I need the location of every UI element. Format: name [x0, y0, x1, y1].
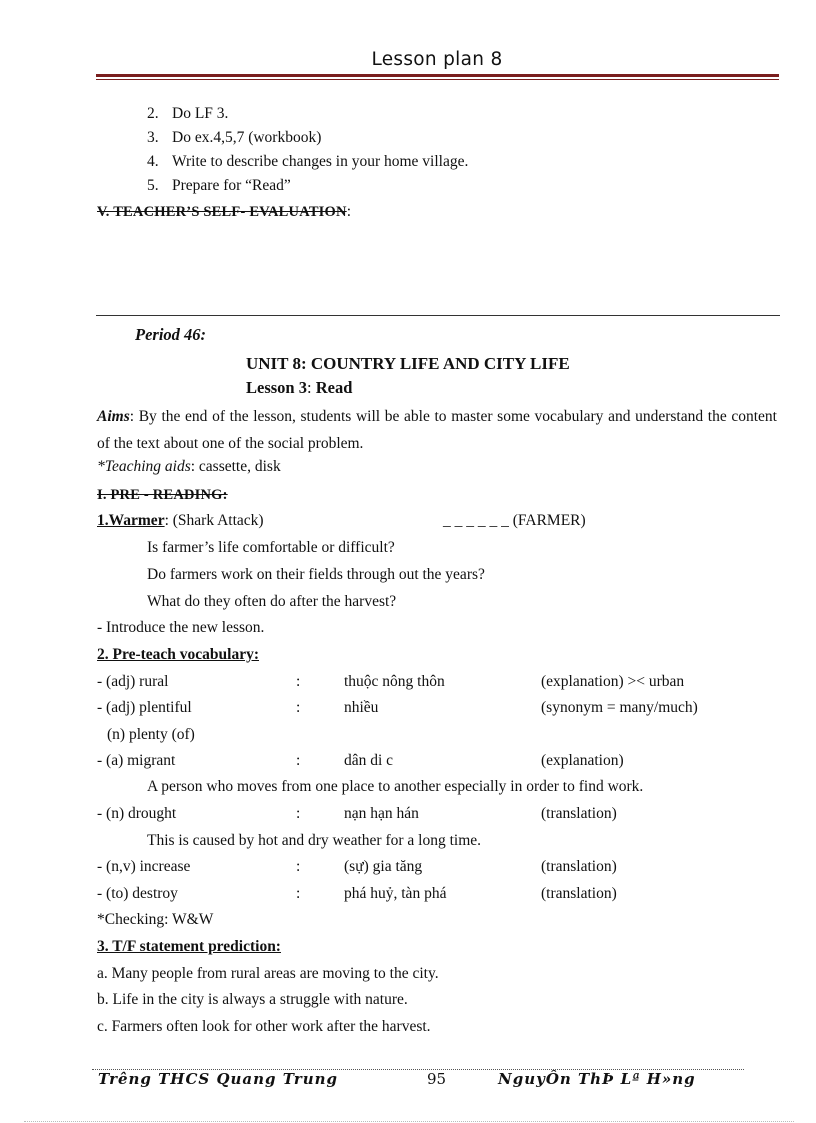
vocab-method: (translation) — [541, 858, 617, 875]
homework-number: 3. — [147, 129, 159, 146]
header-rule-thin — [96, 79, 779, 80]
section-separator — [96, 315, 780, 316]
footer-page-number: 95 — [427, 1070, 447, 1088]
warmer-question: What do they often do after the harvest? — [147, 593, 397, 610]
warmer-puzzle — [443, 512, 586, 530]
homework-item — [147, 153, 468, 171]
aims-paragraph — [97, 403, 777, 457]
drought-definition: This is caused by hot and dry weather for a long time. — [147, 832, 482, 849]
teaching-aids-text: : cassette, disk — [190, 458, 281, 475]
teaching-aids-label: *Teaching aids — [97, 458, 191, 475]
vocab-plenty: (n) plenty (of) — [107, 726, 195, 743]
homework-text: Do ex.4,5,7 (workbook) — [172, 129, 322, 146]
aims-label: Aims — [97, 408, 130, 425]
header-rule — [96, 74, 779, 77]
warmer-line — [97, 512, 264, 530]
vocab-colon: : — [296, 885, 301, 902]
vocab-colon: : — [296, 752, 301, 769]
vocab-method: (explanation) >< urban — [541, 673, 685, 690]
vocab-meaning: nhiều — [344, 699, 379, 716]
vocab-meaning: thuộc nông thôn — [344, 673, 445, 690]
vocab-colon: : — [296, 858, 301, 875]
vocab-colon: : — [296, 805, 301, 822]
homework-item — [147, 105, 228, 123]
vocab-word: - (to) destroy — [97, 885, 178, 902]
homework-number: 4. — [147, 153, 159, 170]
tf-statement: b. Life in the city is always a struggle with nature. — [97, 991, 408, 1008]
period-label: Period 46: — [135, 325, 207, 344]
vocab-colon: : — [296, 673, 301, 690]
lesson-name: Read — [315, 378, 353, 397]
self-evaluation-colon: : — [346, 203, 351, 220]
warmer-answer: (FARMER) — [512, 512, 586, 529]
self-evaluation-title: V. TEACHER’S SELF- EVALUATION — [97, 204, 347, 220]
vocab-method: (synonym = many/much) — [541, 699, 698, 716]
vocab-meaning: nạn hạn hán — [344, 805, 419, 822]
homework-text: Do LF 3. — [172, 105, 229, 122]
vocab-word: - (a) migrant — [97, 752, 176, 769]
warmer-blanks: _ _ _ _ _ _ — [443, 512, 509, 529]
lesson-title — [246, 378, 352, 398]
tf-statement: c. Farmers often look for other work after the harvest. — [97, 1018, 431, 1035]
page-bottom-rule — [24, 1121, 794, 1122]
vocab-meaning: phá huỷ, tàn phá — [344, 885, 447, 902]
vocab-word: - (adj) plentiful — [97, 699, 192, 716]
homework-text: Prepare for “Read” — [172, 177, 291, 194]
vocab-method: (translation) — [541, 805, 617, 822]
vocab-meaning: (sự) gia tăng — [344, 858, 423, 875]
warmer-question: Is farmer’s life comfortable or difficult? — [147, 539, 395, 556]
vocab-meaning: dân di c — [344, 752, 394, 769]
aims-text: : By the end of the lesson, students will be able to master some vocabulary and understand the content of the text about one of the social problem. — [97, 408, 777, 452]
homework-item — [147, 177, 291, 195]
footer-author: NguyÔn ThÞ Lª H»ng — [498, 1070, 696, 1088]
pre-reading-heading: I. PRE - READING: — [97, 487, 228, 503]
warmer-question: Do farmers work on their fields through out the years? — [147, 566, 485, 583]
lesson-separator: : — [306, 378, 316, 397]
unit-title: UNIT 8: COUNTRY LIFE AND CITY LIFE — [246, 354, 570, 373]
vocab-colon: : — [296, 699, 301, 716]
self-evaluation-heading — [97, 203, 351, 221]
homework-text: Write to describe changes in your home village. — [172, 153, 469, 170]
vocab-word: - (n) drought — [97, 805, 177, 822]
vocab-heading: 2. Pre-teach vocabulary: — [97, 646, 259, 663]
tf-statement: a. Many people from rural areas are moving to the city. — [97, 965, 439, 982]
teaching-aids — [97, 458, 281, 476]
tf-heading: 3. T/F statement prediction: — [97, 938, 281, 955]
homework-number: 2. — [147, 105, 159, 122]
header-title: Lesson plan 8 — [371, 49, 503, 70]
homework-number: 5. — [147, 177, 159, 194]
vocab-method: (translation) — [541, 885, 617, 902]
footer-school: Trêng THCS Quang Trung — [98, 1070, 339, 1088]
homework-item — [147, 129, 321, 147]
vocab-checking: *Checking: W&W — [97, 911, 214, 928]
warmer-label: 1.Warmer — [97, 512, 165, 529]
lesson-label: Lesson 3 — [246, 378, 307, 397]
warmer-text: : (Shark Attack) — [164, 512, 264, 529]
vocab-word: - (n,v) increase — [97, 858, 191, 875]
migrant-definition: A person who moves from one place to another especially in order to find work. — [147, 778, 644, 795]
vocab-word: - (adj) rural — [97, 673, 169, 690]
vocab-method: (explanation) — [541, 752, 624, 769]
introduce-lesson: - Introduce the new lesson. — [97, 619, 265, 636]
